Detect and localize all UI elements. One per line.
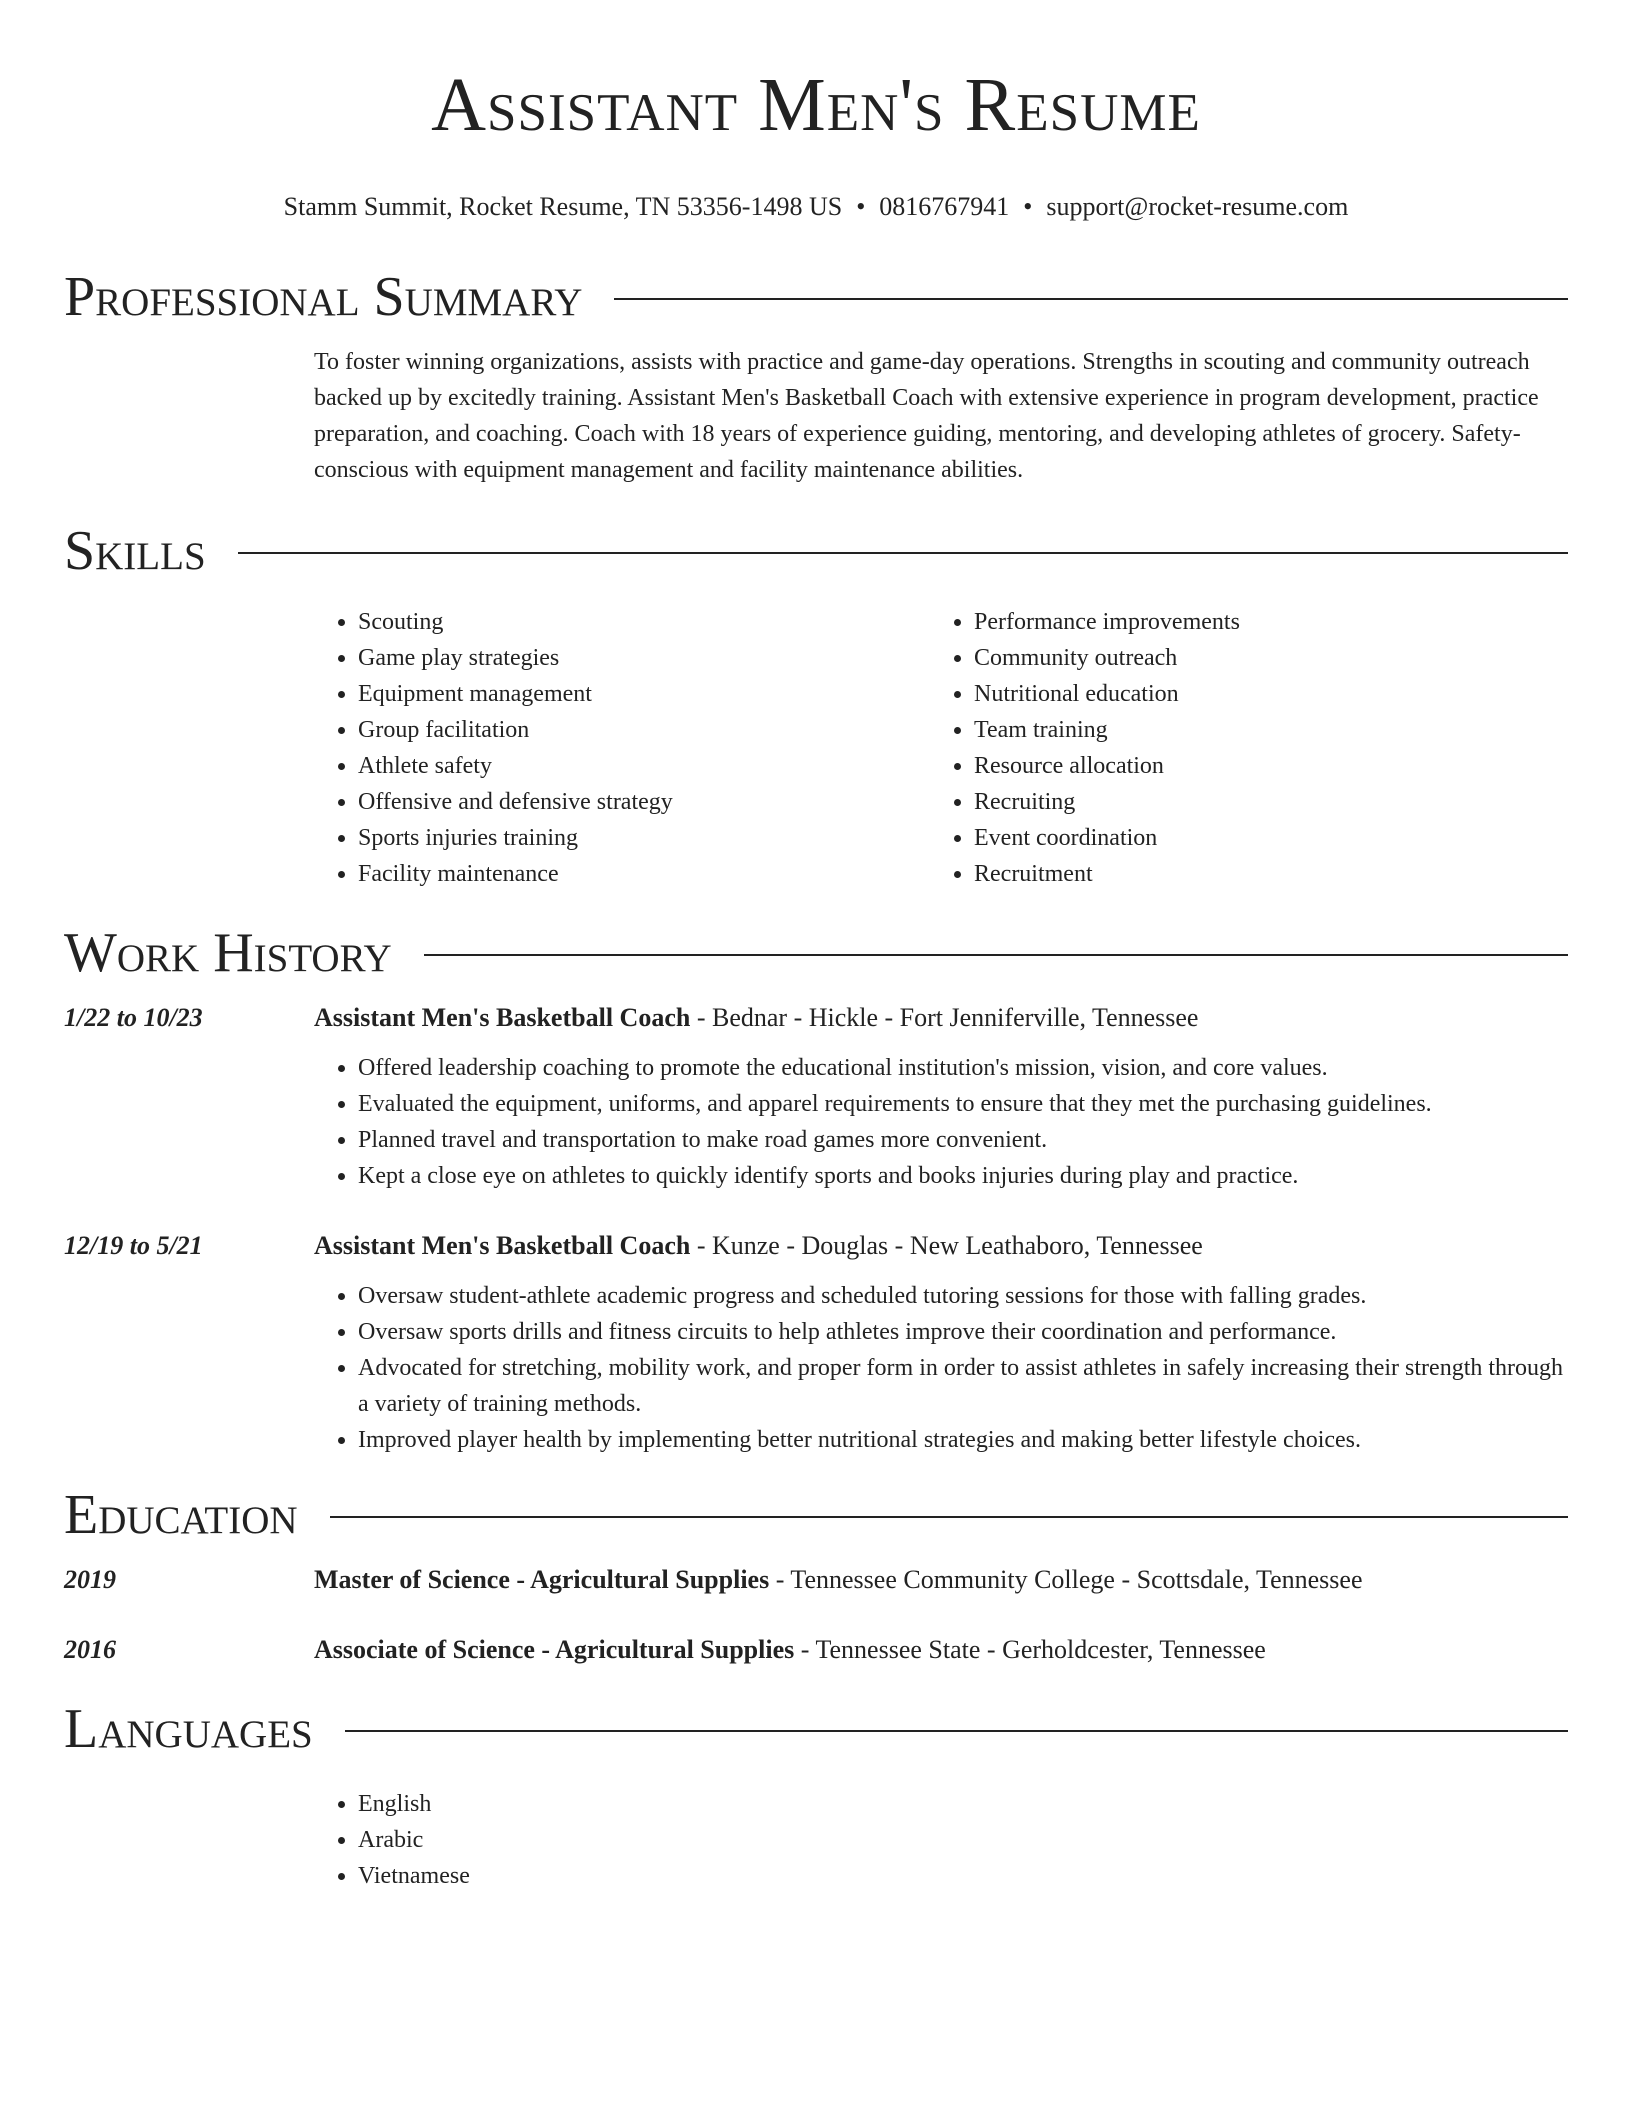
section-divider: [345, 1730, 1568, 1732]
languages-body: [314, 1786, 1568, 1894]
job-bullet: • Advocated for stretching, mobility work, and proper form in order to assist athletes in safely increasing their strength through a variety of training methods.: [358, 1350, 1568, 1422]
work-history-title: Work History: [64, 922, 392, 984]
job-entry: [64, 1228, 1568, 1458]
job-dates: 1/22 to 10/23: [64, 1003, 203, 1032]
section-divider: [238, 552, 1568, 554]
job-body: [314, 1000, 1568, 1194]
job-heading: [314, 1228, 1568, 1264]
job-position: Assistant Men's Basketball Coach: [314, 1231, 691, 1260]
skill-item: • Event coordination: [974, 820, 1546, 856]
education-header: [64, 1482, 1568, 1548]
summary-body: [314, 344, 1568, 488]
education-degree: Master of Science - Agricultural Supplies: [314, 1565, 770, 1594]
job-entry: [64, 1000, 1568, 1194]
contact-email: support@rocket-resume.com: [1046, 192, 1349, 221]
skill-item: • Scouting: [358, 604, 930, 640]
language-item: • Vietnamese: [358, 1858, 1568, 1894]
job-bullets: [314, 1278, 1568, 1458]
job-details: - Kunze - Douglas - New Leathaboro, Tennessee: [690, 1231, 1203, 1260]
resume-name: Assistant Men's Resume: [431, 63, 1201, 147]
skill-item: • Community outreach: [974, 640, 1546, 676]
skill-item: • Performance improvements: [974, 604, 1546, 640]
education-degree: Associate of Science - Agricultural Supplies: [314, 1635, 795, 1664]
skills-list-right: [930, 604, 1546, 892]
contact-line: [64, 190, 1568, 224]
job-bullet: • Offered leadership coaching to promote the educational institution's mission, vision, and core values.: [358, 1050, 1568, 1086]
job-dates: 12/19 to 5/21: [64, 1231, 203, 1260]
job-bullet: • Oversaw student-athlete academic progress and scheduled tutoring sessions for those with falling grades.: [358, 1278, 1568, 1314]
work-history-section: [64, 920, 1568, 1458]
education-year: 2016: [64, 1635, 116, 1664]
section-divider: [424, 954, 1568, 956]
summary-section: [64, 264, 1568, 488]
skill-item: • Nutritional education: [974, 676, 1546, 712]
skill-item: • Athlete safety: [358, 748, 930, 784]
skill-item: • Offensive and defensive strategy: [358, 784, 930, 820]
skills-section: [64, 518, 1568, 892]
education-body: [314, 1562, 1568, 1598]
education-entry: [64, 1632, 1568, 1668]
job-bullets: [314, 1050, 1568, 1194]
job-bullet: • Planned travel and transportation to make road games more convenient.: [358, 1122, 1568, 1158]
contact-address: Stamm Summit, Rocket Resume, TN 53356-1498 US: [283, 192, 843, 221]
skills-list-left: [314, 604, 930, 892]
languages-section: [64, 1696, 1568, 1894]
summary-title: Professional Summary: [64, 266, 583, 328]
section-divider: [614, 298, 1568, 300]
skill-item: • Recruiting: [974, 784, 1546, 820]
skill-item: • Sports injuries training: [358, 820, 930, 856]
contact-phone: 0816767941: [879, 192, 1010, 221]
skills-header: [64, 518, 1568, 584]
skill-item: • Game play strategies: [358, 640, 930, 676]
job-position: Assistant Men's Basketball Coach: [314, 1003, 691, 1032]
education-entry: [64, 1562, 1568, 1598]
languages-title: Languages: [64, 1698, 313, 1760]
contact-separator: •: [856, 192, 866, 221]
job-details: - Bednar - Hickle - Fort Jenniferville, Tennessee: [690, 1003, 1199, 1032]
education-year: 2019: [64, 1565, 116, 1594]
education-details: - Tennessee State - Gerholdcester, Tennessee: [794, 1635, 1266, 1664]
languages-header: [64, 1696, 1568, 1762]
language-item: • Arabic: [358, 1822, 1568, 1858]
languages-list: [314, 1786, 1568, 1894]
job-bullet: • Oversaw sports drills and fitness circuits to help athletes improve their coordination and performance.: [358, 1314, 1568, 1350]
job-bullet: • Evaluated the equipment, uniforms, and apparel requirements to ensure that they met the purchasing guidelines.: [358, 1086, 1568, 1122]
skill-item: • Resource allocation: [974, 748, 1546, 784]
language-item: • English: [358, 1786, 1568, 1822]
education-section: [64, 1482, 1568, 1668]
job-bullet: • Improved player health by implementing better nutritional strategies and making better lifestyle choices.: [358, 1422, 1568, 1458]
skill-item: • Facility maintenance: [358, 856, 930, 892]
job-heading: [314, 1000, 1568, 1036]
skill-item: • Recruitment: [974, 856, 1546, 892]
job-bullet: • Kept a close eye on athletes to quickly identify sports and books injuries during play and practice.: [358, 1158, 1568, 1194]
education-title: Education: [64, 1484, 298, 1546]
summary-header: [64, 264, 1568, 330]
skill-item: • Group facilitation: [358, 712, 930, 748]
contact-separator: •: [1023, 192, 1033, 221]
skill-item: • Equipment management: [358, 676, 930, 712]
section-divider: [330, 1516, 1568, 1518]
skill-item: • Team training: [974, 712, 1546, 748]
skills-columns: [314, 604, 1568, 892]
summary-text: To foster winning organizations, assists with practice and game-day operations. Strengths in scouting and community outreach backed up by excitedly training. Assistant Men's Basketball Coach with extensive experience in program development, practice preparation, and coaching. Coach with 18 years of experience guiding, mentoring, and developing athletes of grocery. Safety-conscious with equipment management and facility maintenance abilities.: [314, 349, 1539, 483]
skills-title: Skills: [64, 520, 206, 582]
education-body: [314, 1632, 1568, 1668]
job-body: [314, 1228, 1568, 1458]
education-details: - Tennessee Community College - Scottsdale, Tennessee: [769, 1565, 1363, 1594]
work-history-header: [64, 920, 1568, 986]
